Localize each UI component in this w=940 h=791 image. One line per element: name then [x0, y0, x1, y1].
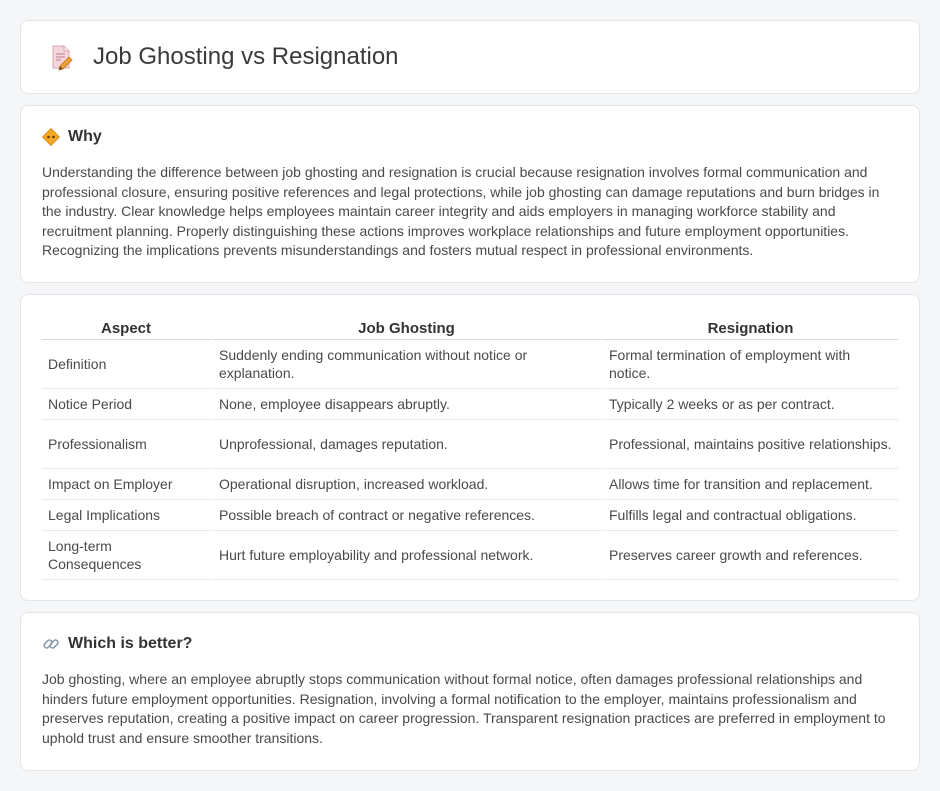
- table-row: [42, 469, 898, 500]
- which-is-better-section: [20, 612, 920, 771]
- table-row: [42, 500, 898, 531]
- cell-job-ghosting: Operational disruption, increased workload.: [213, 469, 603, 500]
- header-aspect: Aspect: [42, 315, 213, 340]
- header-job-ghosting: Job Ghosting: [213, 315, 603, 340]
- document-pencil-icon: [47, 43, 75, 71]
- comparison-table: [42, 315, 898, 580]
- why-paragraph: Understanding the difference between job ghosting and resignation is crucial because resignation involves formal communication and professional closure, ensuring positive references and legal protections, while job ghosting can damage reputations and burn bridges in the industry. Clear knowledge helps employees maintain career integrity and aids employers in managing workforce stability and recruitment planning. Properly distinguishing these actions improves workplace relationships and future employment opportunities. Recognizing the implications prevents misunderstandings and fosters mutual respect in professional environments.: [42, 164, 880, 258]
- cell-aspect: Long-term Consequences: [42, 531, 213, 580]
- cell-job-ghosting: None, employee disappears abruptly.: [213, 389, 603, 420]
- better-heading: [42, 635, 899, 653]
- cell-resignation: Typically 2 weeks or as per contract.: [603, 389, 898, 420]
- cell-job-ghosting: Suddenly ending communication without notice or explanation.: [213, 340, 603, 389]
- table-row: [42, 340, 898, 389]
- header-card: [20, 20, 920, 94]
- table-row: [42, 389, 898, 420]
- cell-aspect: Legal Implications: [42, 500, 213, 531]
- cell-resignation: Formal termination of employment with notice.: [603, 340, 898, 389]
- why-title: Why: [68, 128, 102, 145]
- link-icon: [42, 635, 60, 653]
- why-section: [20, 105, 920, 283]
- table-row: [42, 531, 898, 580]
- table-header-row: [42, 315, 898, 340]
- cell-resignation: Preserves career growth and references.: [603, 531, 898, 580]
- table-row: [42, 420, 898, 469]
- cell-resignation: Fulfills legal and contractual obligations.: [603, 500, 898, 531]
- page-title: Job Ghosting vs Resignation: [93, 43, 399, 70]
- better-paragraph: Job ghosting, where an employee abruptly stops communication without formal notice, often damages professional relationships and hinders future employment opportunities. Resignation, involving a formal notification to the employer, maintains professionalism and preserves reputation, creating a positive impact on career progression. Transparent resignation practices are preferred in employment to uphold trust and ensure smoother transitions.: [42, 671, 886, 746]
- cell-aspect: Notice Period: [42, 389, 213, 420]
- header-resignation: Resignation: [603, 315, 898, 340]
- cell-aspect: Professionalism: [42, 420, 213, 469]
- cell-aspect: Definition: [42, 340, 213, 389]
- diamond-sign-icon: [42, 128, 60, 146]
- cell-resignation: Allows time for transition and replacement.: [603, 469, 898, 500]
- cell-job-ghosting: Possible breach of contract or negative references.: [213, 500, 603, 531]
- comparison-card: [20, 294, 920, 601]
- cell-job-ghosting: Hurt future employability and professional network.: [213, 531, 603, 580]
- cell-job-ghosting: Unprofessional, damages reputation.: [213, 420, 603, 469]
- why-heading: [42, 128, 899, 146]
- cell-resignation: Professional, maintains positive relationships.: [603, 420, 898, 469]
- cell-aspect: Impact on Employer: [42, 469, 213, 500]
- better-title: Which is better?: [68, 635, 193, 652]
